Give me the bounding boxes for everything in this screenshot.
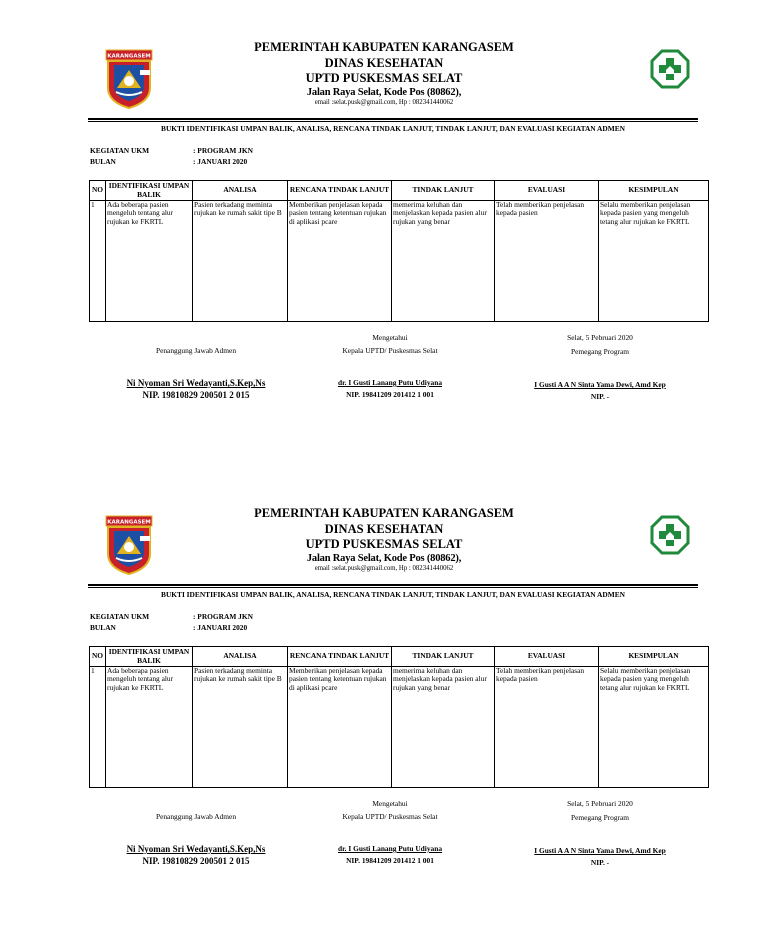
signatory-name-admen: Ni Nyoman Sri Wedayanti,S.Kep,Ns — [126, 844, 266, 854]
header-government: PEMERINTAH KABUPATEN KARANGASEM — [254, 506, 514, 520]
header-uptd: UPTD PUSKESMAS SELAT — [305, 537, 463, 551]
mengetahui-label: Mengetahui — [372, 799, 408, 808]
table-cell: Selalu memberikan penjelasan kepada pasien yang mengeluh tetang alur rujukan ke FKRTL — [599, 201, 709, 322]
table-header: RENCANA TINDAK LANJUT — [288, 181, 392, 201]
kegiatan-value: : PROGRAM JKN — [193, 146, 253, 155]
table-header-row — [90, 181, 709, 201]
table-cell: memerima keluhan dan menjelaskan kepada pasien alur rujukan yang benar — [392, 201, 495, 322]
header-contact: email :selat.pusk@gmail.com, Hp : 082341440062 — [314, 99, 454, 106]
bulan-value: : JANUARI 2020 — [193, 623, 248, 632]
mengetahui-label: Mengetahui — [372, 333, 408, 342]
bulan-label: BULAN — [90, 623, 116, 632]
table-row — [90, 667, 709, 788]
header-contact: email :selat.pusk@gmail.com, Hp : 082341440062 — [314, 565, 454, 572]
signature-date: Selat, 5 Pebruari 2020 — [567, 799, 633, 808]
karangasem-logo-icon — [104, 514, 154, 576]
table-cell: Selalu memberikan penjelasan kepada pasien yang mengeluh tetang alur rujukan ke FKRTL — [599, 667, 709, 788]
header-address: Jalan Raya Selat, Kode Pos (80862), — [306, 87, 462, 98]
kegiatan-label: KEGIATAN UKM — [90, 612, 150, 621]
header-rule-thin — [88, 121, 698, 122]
signatory-name-kepala: dr. I Gusti Lanang Putu Udiyana — [337, 844, 443, 853]
kegiatan-label: KEGIATAN UKM — [90, 146, 150, 155]
signatory-title-kepala: Kepala UPTD/ Puskesmas Selat — [342, 346, 438, 355]
signatory-title-kepala: Kepala UPTD/ Puskesmas Selat — [342, 812, 438, 821]
table-cell: Memberikan penjelasan kepada pasien tentang ketentuan rujukan di aplikasi pcare — [288, 201, 392, 322]
header-rule-thin — [88, 587, 698, 588]
puskesmas-logo-icon — [650, 515, 690, 555]
signatory-title-admen: Penanggung Jawab Admen — [155, 346, 237, 355]
signatory-nip-admen: NIP. 19810829 200501 2 015 — [142, 390, 250, 400]
signatory-name-pemegang: I Gusti A A N Sinta Yama Dewi, Amd Kep — [534, 846, 666, 855]
table-header: TINDAK LANJUT — [392, 181, 495, 201]
signature-date: Selat, 5 Pebruari 2020 — [567, 333, 633, 342]
signatory-nip-kepala: NIP. 19841209 201412 1 001 — [346, 390, 434, 399]
signatory-name-pemegang: I Gusti A A N Sinta Yama Dewi, Amd Kep — [534, 380, 666, 389]
bulan-label: BULAN — [90, 157, 116, 166]
evaluation-table — [89, 646, 709, 788]
table-header: IDENTIFIKASI UMPAN BALIK — [106, 181, 193, 201]
table-header: ANALISA — [193, 647, 288, 667]
header-rule-thick — [88, 118, 698, 120]
svg-text:KARANGASEM: KARANGASEM — [107, 519, 151, 526]
table-row — [90, 201, 709, 322]
table-header: TINDAK LANJUT — [392, 647, 495, 667]
table-header: IDENTIFIKASI UMPAN BALIK — [106, 647, 193, 667]
table-header: ANALISA — [193, 181, 288, 201]
table-cell: Telah memberikan penjelasan kepada pasien — [495, 667, 599, 788]
table-header: KESIMPULAN — [599, 647, 709, 667]
table-header: NO — [90, 647, 106, 667]
table-cell: memerima keluhan dan menjelaskan kepada pasien alur rujukan yang benar — [392, 667, 495, 788]
document-copy-2 — [0, 466, 768, 932]
signatory-name-kepala: dr. I Gusti Lanang Putu Udiyana — [337, 378, 443, 387]
table-cell: 1 — [90, 201, 106, 322]
table-cell: Pasien terkadang meminta rujukan ke rumah sakit tipe B — [193, 201, 288, 322]
signatory-nip-kepala: NIP. 19841209 201412 1 001 — [346, 856, 434, 865]
table-header: EVALUASI — [495, 647, 599, 667]
table-cell: Telah memberikan penjelasan kepada pasien — [495, 201, 599, 322]
table-header: EVALUASI — [495, 181, 599, 201]
kegiatan-value: : PROGRAM JKN — [193, 612, 253, 621]
table-cell: Pasien terkadang meminta rujukan ke rumah sakit tipe B — [193, 667, 288, 788]
table-header: RENCANA TINDAK LANJUT — [288, 647, 392, 667]
table-header-row — [90, 647, 709, 667]
signatory-nip-pemegang: NIP. - — [590, 392, 610, 401]
signatory-title-admen: Penanggung Jawab Admen — [155, 812, 237, 821]
signatory-name-admen: Ni Nyoman Sri Wedayanti,S.Kep,Ns — [126, 378, 266, 388]
table-header: NO — [90, 181, 106, 201]
document-subtitle: BUKTI IDENTIFIKASI UMPAN BALIK, ANALISA, RENCANA TINDAK LANJUT, TINDAK LANJUT, DAN EVALUASI KEGIATAN ADMEN — [161, 124, 625, 133]
header-rule-thick — [88, 584, 698, 586]
signatory-nip-pemegang: NIP. - — [590, 858, 610, 867]
header-department: DINAS KESEHATAN — [324, 522, 444, 536]
signatory-title-pemegang: Pemegang Program — [570, 347, 630, 356]
bulan-value: : JANUARI 2020 — [193, 157, 248, 166]
karangasem-logo-icon — [104, 48, 154, 110]
header-government: PEMERINTAH KABUPATEN KARANGASEM — [254, 40, 514, 54]
document-subtitle: BUKTI IDENTIFIKASI UMPAN BALIK, ANALISA, RENCANA TINDAK LANJUT, TINDAK LANJUT, DAN EVALUASI KEGIATAN ADMEN — [161, 590, 625, 599]
header-address: Jalan Raya Selat, Kode Pos (80862), — [306, 553, 462, 564]
evaluation-table — [89, 180, 709, 322]
svg-text:KARANGASEM: KARANGASEM — [107, 53, 151, 60]
signatory-nip-admen: NIP. 19810829 200501 2 015 — [142, 856, 250, 866]
puskesmas-logo-icon — [650, 49, 690, 89]
table-header: KESIMPULAN — [599, 181, 709, 201]
signatory-title-pemegang: Pemegang Program — [570, 813, 630, 822]
table-cell: Ada beberapa pasien mengeluh tentang alur rujukan ke FKRTL — [106, 667, 193, 788]
header-uptd: UPTD PUSKESMAS SELAT — [305, 71, 463, 85]
table-cell: Memberikan penjelasan kepada pasien tentang ketentuan rujukan di aplikasi pcare — [288, 667, 392, 788]
table-cell: 1 — [90, 667, 106, 788]
table-cell: Ada beberapa pasien mengeluh tentang alur rujukan ke FKRTL — [106, 201, 193, 322]
header-department: DINAS KESEHATAN — [324, 56, 444, 70]
